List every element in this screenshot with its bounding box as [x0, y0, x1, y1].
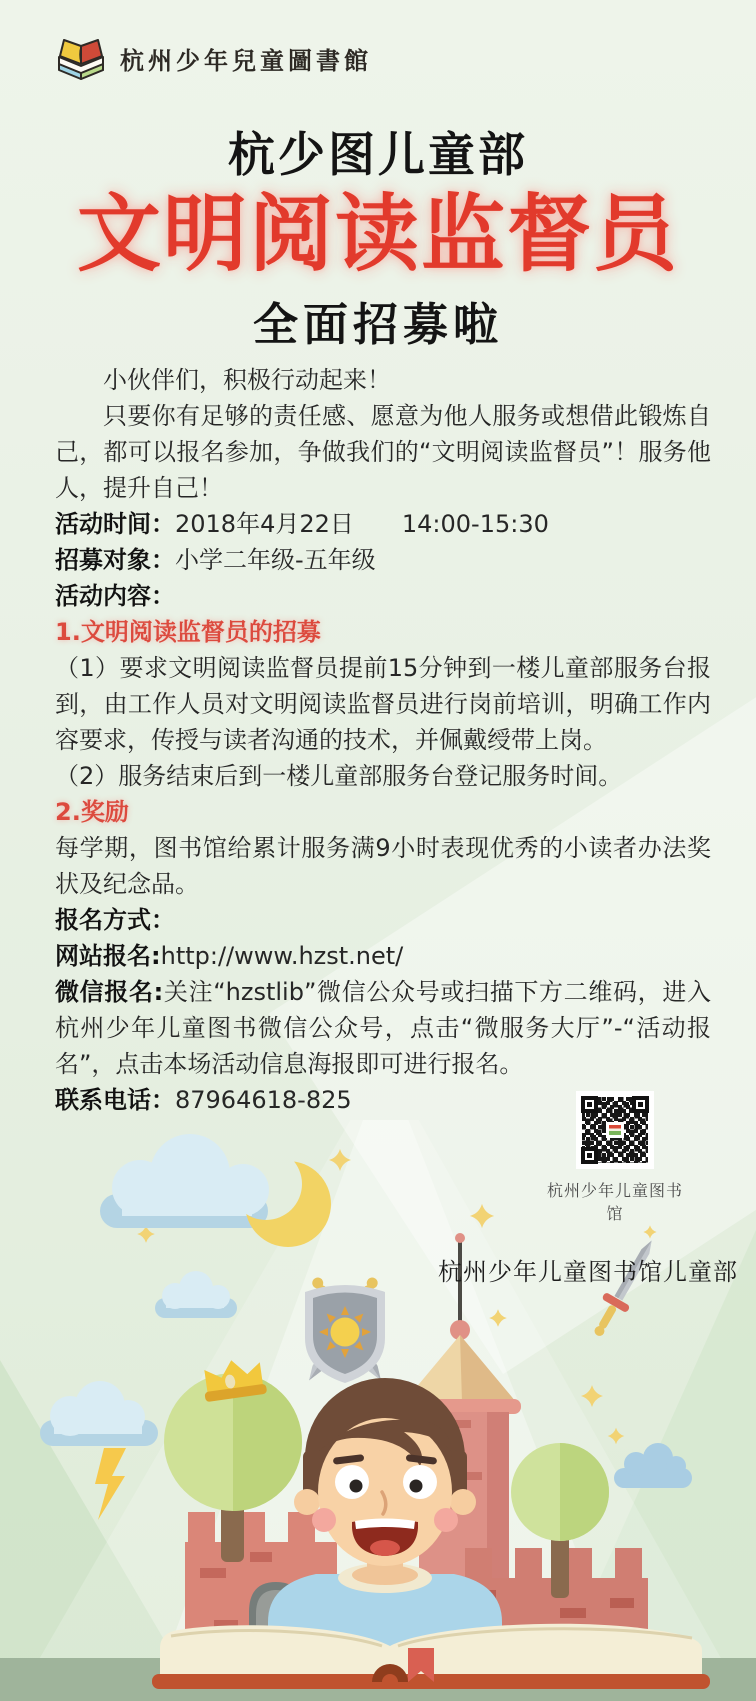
- field-time-value: 2018年4月22日 14:00-15:30: [175, 510, 549, 538]
- lightning-icon: [95, 1448, 126, 1520]
- qr-caption: 杭州少年儿童图书馆: [546, 1181, 683, 1223]
- signup-website: [55, 938, 711, 974]
- field-target-value: 小学二年级-五年级: [175, 546, 376, 574]
- section-1-title: 1.文明阅读监督员的招募: [55, 618, 321, 646]
- section-1-para-1: （1）要求文明阅读监督员提前15分钟到一楼儿童部服务台报到，由工作人员对文明阅读监督员进行岗前培训，明确工作内容要求，传授与读者沟通的技术，并佩戴绶带上岗。: [55, 654, 711, 754]
- book-stack-icon: [54, 34, 108, 82]
- intro-line-1: 小伙伴们，积极行动起来！: [103, 366, 391, 394]
- signup-wechat: [55, 974, 711, 1082]
- section-2-title: 2.奖励: [55, 798, 129, 826]
- poster-body-text: [55, 362, 711, 1118]
- poster-subtitle-dept: 杭少图儿童部: [228, 128, 528, 183]
- illustration-caption: 杭州少年儿童图书馆儿童部: [438, 1258, 738, 1286]
- contact-phone-value: 87964618-825: [175, 1086, 352, 1114]
- cloud-icon: [100, 1134, 269, 1228]
- sword-icon: [585, 1233, 665, 1342]
- field-target: [55, 542, 711, 578]
- qr-center-logo: [606, 1122, 624, 1138]
- section-2-para-1: 每学期，图书馆给累计服务满9小时表现优秀的小读者办法奖状及纪念品。: [55, 834, 711, 898]
- field-time-label: 活动时间：: [55, 510, 175, 538]
- sun-icon: [331, 1318, 360, 1347]
- signup-header-label: 报名方式：: [55, 906, 175, 934]
- intro-line-2: 只要你有足够的责任感、愿意为他人服务或想借此锻炼自己，都可以报名参加，争做我们的“文明阅读监督员”！服务他人，提升自己！: [55, 402, 711, 502]
- storm-cloud-icon: [40, 1381, 158, 1446]
- poster-title-main: 文明阅读监督员: [76, 185, 679, 283]
- qr-finder-bottom-left: [581, 1147, 598, 1164]
- field-time: [55, 506, 711, 542]
- moon-icon: [245, 1161, 331, 1247]
- signup-wechat-label: 微信报名:: [55, 978, 164, 1006]
- signup-website-label: 网站报名:: [55, 942, 161, 970]
- field-target-label: 招募对象：: [55, 546, 175, 574]
- field-content: [55, 578, 711, 614]
- contact-phone-label: 联系电话：: [55, 1086, 175, 1114]
- small-cloud-icon: [155, 1271, 237, 1318]
- library-logo: [54, 34, 372, 82]
- field-content-label: 活动内容：: [55, 582, 175, 610]
- logo-text: 杭州少年兒童圖書館: [120, 45, 372, 75]
- qr-block: [543, 1091, 687, 1224]
- qr-finder-top-right: [632, 1096, 649, 1113]
- signup-website-url: http://www.hzst.net/: [160, 942, 404, 970]
- wechat-qr-code: [576, 1091, 654, 1169]
- signup-header: [55, 902, 711, 938]
- poster-subtitle-recruit: 全面招募啦: [252, 297, 503, 351]
- qr-finder-top-left: [581, 1096, 598, 1113]
- title-block: [0, 118, 756, 353]
- signup-wechat-value: 关注“hzstlib”微信公众号或扫描下方二维码，进入杭州少年儿童图书微信公众号，点击“微服务大厅”-“活动报名”，点击本场活动信息海报即可进行报名。: [55, 978, 711, 1078]
- section-1-para-2: （2）服务结束后到一楼儿童部服务台登记服务时间。: [55, 762, 623, 790]
